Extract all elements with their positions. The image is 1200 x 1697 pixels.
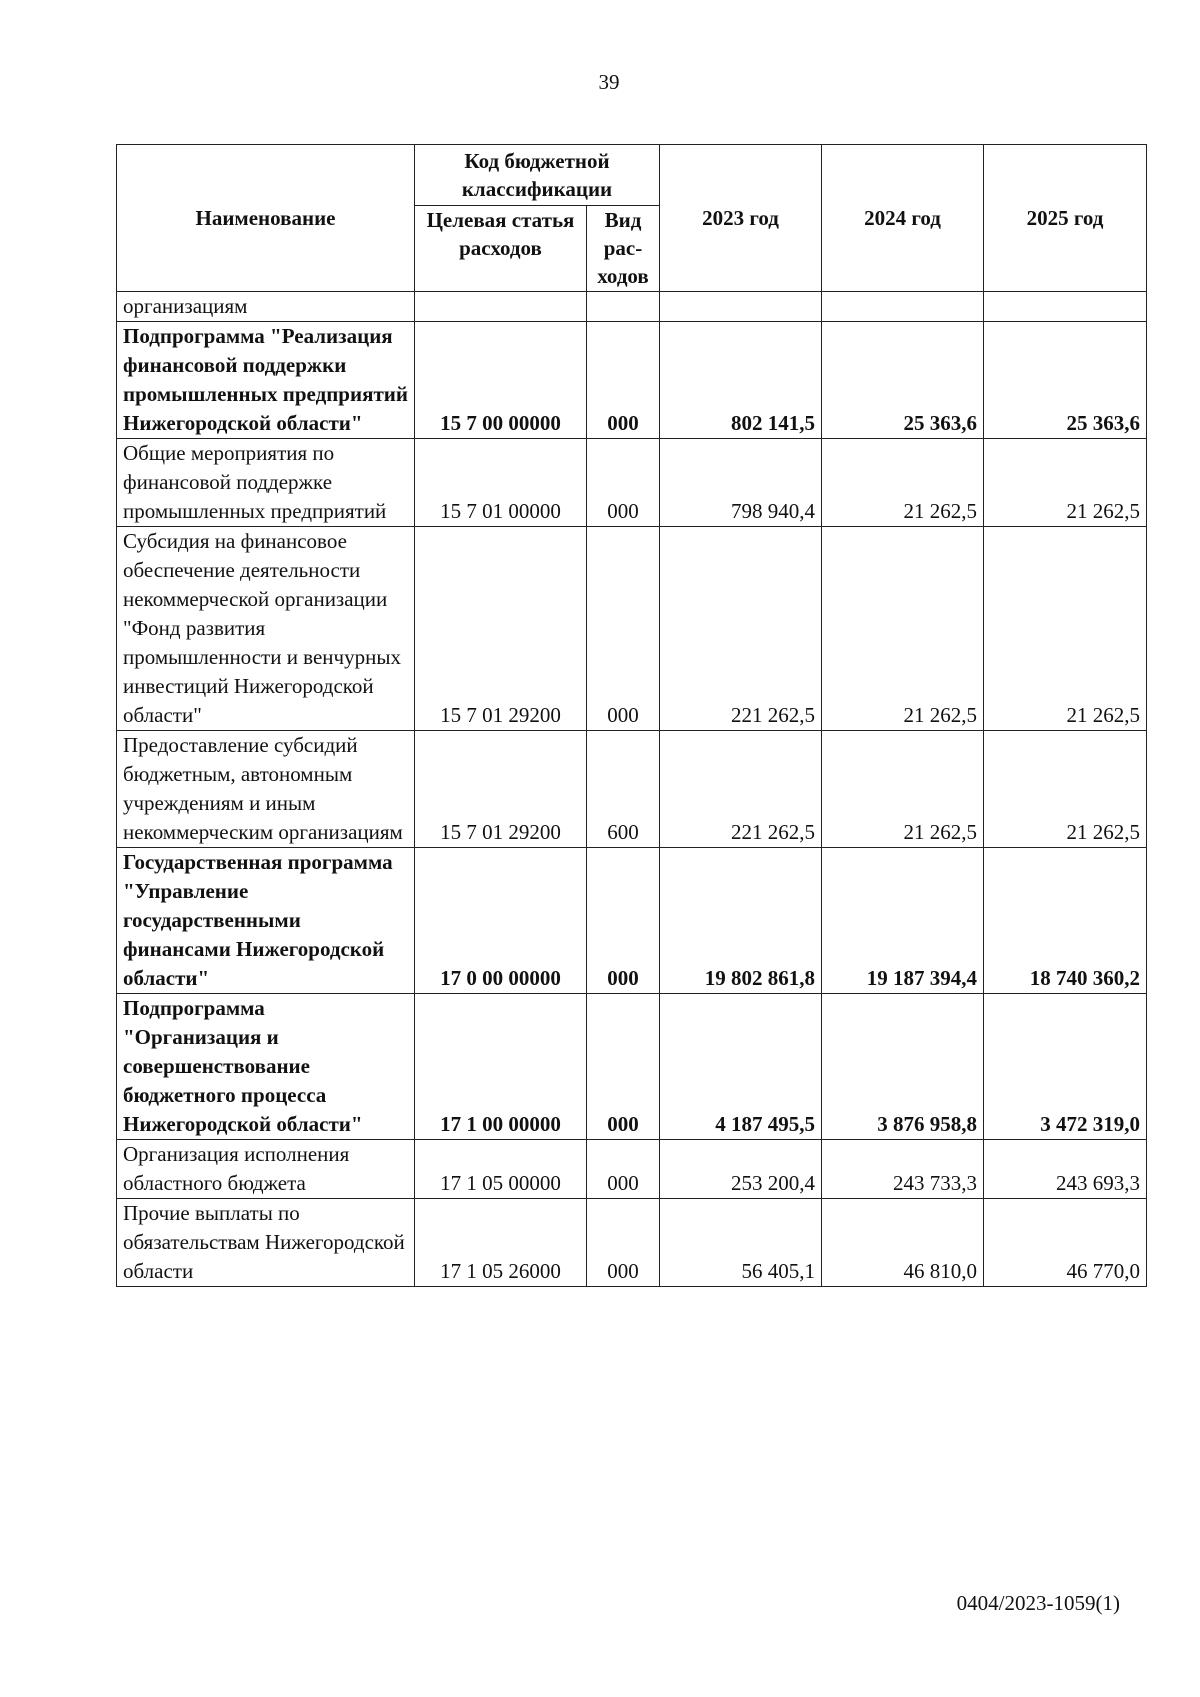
row-value-2023: 798 940,4: [660, 439, 822, 527]
row-value-2023: 221 262,5: [660, 527, 822, 731]
row-target-article: 17 1 05 26000: [415, 1199, 587, 1287]
row-value-2023: 4 187 495,5: [660, 994, 822, 1140]
header-name: Наименование: [117, 145, 415, 292]
row-expense-kind: 600: [587, 731, 660, 848]
row-target-article: 17 1 00 00000: [415, 994, 587, 1140]
row-target-article: 15 7 01 29200: [415, 527, 587, 731]
row-value-2025: 243 693,3: [984, 1140, 1147, 1199]
row-value-2023: 56 405,1: [660, 1199, 822, 1287]
table-row: [117, 292, 1147, 322]
row-name: Подпрограмма "Реализация финансовой поддержки промышленных предприятий Нижегородской области": [117, 322, 415, 439]
row-value-2024: 21 262,5: [822, 527, 984, 731]
row-expense-kind: 000: [587, 1199, 660, 1287]
table-row: [117, 527, 1147, 731]
document-code: 0404/2023-1059(1): [956, 1591, 1120, 1615]
row-value-2024: [822, 292, 984, 322]
row-value-2023: 253 200,4: [660, 1140, 822, 1199]
row-expense-kind: 000: [587, 322, 660, 439]
row-value-2024: 21 262,5: [822, 731, 984, 848]
row-value-2024: 19 187 394,4: [822, 848, 984, 994]
row-name: Субсидия на финансовое обеспечение деятельности некоммерческой организации "Фонд развития промышленности и венчурных инвестиций Нижегородской области": [117, 527, 415, 731]
row-name: Государственная программа "Управление государственными финансами Нижегородской области": [117, 848, 415, 994]
row-target-article: 15 7 01 00000: [415, 439, 587, 527]
row-name: организациям: [117, 292, 415, 322]
row-target-article: 17 0 00 00000: [415, 848, 587, 994]
row-expense-kind: [587, 292, 660, 322]
row-expense-kind: 000: [587, 439, 660, 527]
row-value-2024: 21 262,5: [822, 439, 984, 527]
row-name: Общие мероприятия по финансовой поддержке промышленных предприятий: [117, 439, 415, 527]
row-value-2023: 221 262,5: [660, 731, 822, 848]
budget-table: [116, 144, 1147, 1287]
row-target-article: [415, 292, 587, 322]
header-2023: 2023 год: [660, 145, 822, 292]
row-target-article: 15 7 01 29200: [415, 731, 587, 848]
header-target-article: Целевая статья расходов: [415, 206, 587, 292]
table-row: [117, 848, 1147, 994]
row-value-2025: 18 740 360,2: [984, 848, 1147, 994]
row-expense-kind: 000: [587, 994, 660, 1140]
row-value-2025: 21 262,5: [984, 439, 1147, 527]
row-target-article: 15 7 00 00000: [415, 322, 587, 439]
row-value-2025: 3 472 319,0: [984, 994, 1147, 1140]
row-value-2025: 21 262,5: [984, 527, 1147, 731]
row-expense-kind: 000: [587, 527, 660, 731]
table-row: [117, 439, 1147, 527]
table-row: [117, 322, 1147, 439]
row-name: Организация исполнения областного бюджета: [117, 1140, 415, 1199]
row-value-2023: 802 141,5: [660, 322, 822, 439]
row-value-2024: 25 363,6: [822, 322, 984, 439]
table-row: [117, 994, 1147, 1140]
header-expense-kind: Вид рас-ходов: [587, 206, 660, 292]
row-value-2025: 46 770,0: [984, 1199, 1147, 1287]
row-value-2025: 21 262,5: [984, 731, 1147, 848]
row-expense-kind: 000: [587, 1140, 660, 1199]
header-2024: 2024 год: [822, 145, 984, 292]
table-row: [117, 1140, 1147, 1199]
row-value-2025: 25 363,6: [984, 322, 1147, 439]
row-value-2023: [660, 292, 822, 322]
table-row: [117, 731, 1147, 848]
row-name: Подпрограмма "Организация и совершенствование бюджетного процесса Нижегородской области": [117, 994, 415, 1140]
row-value-2023: 19 802 861,8: [660, 848, 822, 994]
row-value-2024: 243 733,3: [822, 1140, 984, 1199]
row-expense-kind: 000: [587, 848, 660, 994]
row-target-article: 17 1 05 00000: [415, 1140, 587, 1199]
page-number: 39: [598, 70, 620, 94]
table-row: [117, 1199, 1147, 1287]
row-value-2024: 46 810,0: [822, 1199, 984, 1287]
header-code-group: Код бюджетной классификации: [415, 145, 660, 206]
row-name: Прочие выплаты по обязательствам Нижегородской области: [117, 1199, 415, 1287]
header-2025: 2025 год: [984, 145, 1147, 292]
row-value-2025: [984, 292, 1147, 322]
row-value-2024: 3 876 958,8: [822, 994, 984, 1140]
row-name: Предоставление субсидий бюджетным, автономным учреждениям и иным некоммерческим организациям: [117, 731, 415, 848]
